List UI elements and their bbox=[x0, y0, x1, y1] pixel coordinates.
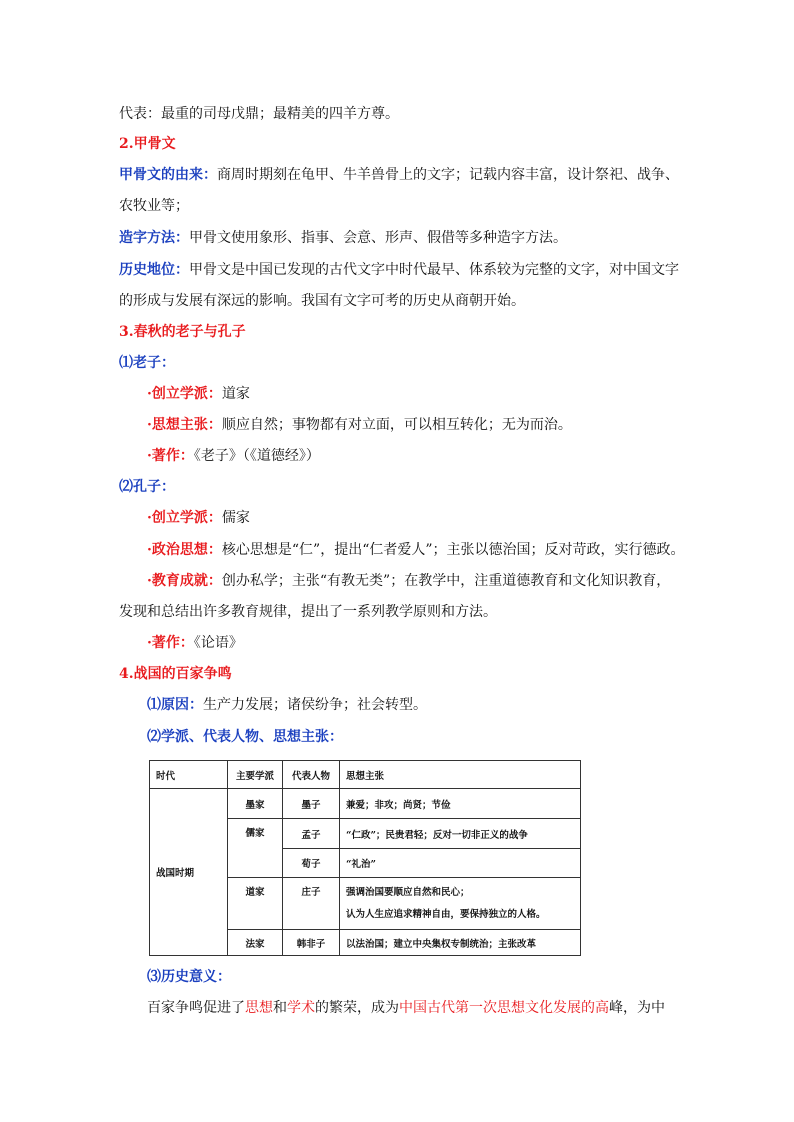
laozi-work-line bbox=[147, 446, 320, 466]
kongzi-school-line bbox=[147, 508, 250, 528]
sig-text-2: 和 bbox=[273, 1000, 287, 1016]
kongzi-politics-line bbox=[147, 540, 685, 560]
laozi-work-text: 《老子》（《道德经》） bbox=[193, 448, 320, 464]
sig-highlight-peak: 中国古代第一次思想文化发展的高 bbox=[399, 1000, 609, 1016]
significance-heading: ⑶历史意义： bbox=[147, 969, 231, 985]
sig-text-3: 的繁荣，成为 bbox=[315, 1000, 399, 1016]
kongzi-work-line bbox=[147, 633, 243, 653]
table-school-cell: 墨家 bbox=[228, 789, 283, 819]
kongzi-politics-label: ·政治思想： bbox=[147, 542, 222, 558]
sig-highlight-academic: 学术 bbox=[287, 1000, 315, 1016]
table-idea-cell bbox=[340, 878, 581, 930]
schools-heading: ⑵学派、代表人物、思想主张： bbox=[147, 729, 343, 745]
kongzi-edu-label: ·教育成就： bbox=[147, 573, 222, 589]
sig-text-1: 百家争鸣促进了 bbox=[147, 1000, 245, 1016]
table-idea-line-2: 认为人生应追求精神自由，要保持独立的人格。 bbox=[346, 908, 546, 920]
section-4-title: 4.战国的百家争鸣 bbox=[119, 666, 232, 682]
table-header-era: 时代 bbox=[150, 761, 228, 789]
schools-table bbox=[149, 760, 581, 956]
laozi-school-line bbox=[147, 384, 250, 404]
laozi-heading: ⑴老子： bbox=[119, 355, 175, 371]
table-person-cell: 墨子 bbox=[283, 789, 340, 819]
kongzi-work-text: 《论语》 bbox=[193, 635, 243, 651]
table-person-cell: 孟子 bbox=[283, 819, 340, 849]
oracle-status-label: 历史地位： bbox=[119, 262, 189, 278]
table-person-cell: 韩非子 bbox=[283, 930, 340, 956]
kongzi-school-label: ·创立学派： bbox=[147, 510, 222, 526]
reason-line bbox=[147, 695, 427, 715]
oracle-status-line-1 bbox=[119, 260, 679, 280]
kongzi-edu-text-1: 创办私学；主张“有教无类”；在教学中，注重道德教育和文化知识教育， bbox=[221, 573, 671, 589]
oracle-status-text-1: 甲骨文是中国已发现的古代文字中时代最早、体系较为完整的文字，对中国文字 bbox=[189, 262, 679, 278]
kongzi-work-label: ·著作： bbox=[147, 635, 194, 651]
table-person-cell: 庄子 bbox=[283, 878, 340, 930]
oracle-origin-text-1: 商周时期刻在龟甲、牛羊兽骨上的文字；记载内容丰富，设计祭祀、战争、 bbox=[217, 167, 679, 183]
table-person-cell: 荀子 bbox=[283, 849, 340, 878]
kongzi-heading: ⑵孔子： bbox=[119, 479, 175, 495]
section-2-title: 2.甲骨文 bbox=[119, 136, 176, 152]
kongzi-edu-line-1 bbox=[147, 571, 670, 591]
table-header-row bbox=[150, 761, 581, 789]
oracle-status-line-2: 的形成与发展有深远的影响。我国有文字可考的历史从商朝开始。 bbox=[119, 293, 525, 309]
sig-text-4: 峰，为中 bbox=[609, 1000, 665, 1016]
kongzi-edu-line-2: 发现和总结出许多教育规律，提出了一系列教学原则和方法。 bbox=[119, 604, 497, 620]
table-row bbox=[150, 789, 581, 819]
reason-text: 生产力发展；诸侯纷争；社会转型。 bbox=[203, 697, 427, 713]
table-era-cell: 战国时期 bbox=[150, 789, 228, 956]
oracle-method-label: 造字方法： bbox=[119, 230, 189, 246]
oracle-origin-line-2: 农牧业等； bbox=[119, 198, 189, 214]
reason-label: ⑴原因： bbox=[147, 697, 203, 713]
representative-line: 代表：最重的司母戊鼎；最精美的四羊方尊。 bbox=[119, 106, 399, 122]
significance-line bbox=[147, 998, 665, 1018]
laozi-school-label: ·创立学派： bbox=[147, 386, 222, 402]
section-3-title: 3.春秋的老子与孔子 bbox=[119, 324, 246, 340]
oracle-origin-label: 甲骨文的由来： bbox=[119, 167, 217, 183]
laozi-thought-text: 顺应自然；事物都有对立面，可以相互转化；无为而治。 bbox=[221, 417, 572, 433]
table-school-cell: 法家 bbox=[228, 930, 283, 956]
laozi-work-label: ·著作： bbox=[147, 448, 194, 464]
table-idea-line-1: 强调治国要顺应自然和民心； bbox=[346, 886, 470, 898]
oracle-method-line bbox=[119, 228, 567, 248]
table-header-person: 代表人物 bbox=[283, 761, 340, 789]
laozi-thought-line bbox=[147, 415, 572, 435]
table-header-school: 主要学派 bbox=[228, 761, 283, 789]
table-header-idea: 思想主张 bbox=[340, 761, 581, 789]
laozi-school-text: 道家 bbox=[221, 386, 250, 402]
sig-highlight-thought: 思想 bbox=[245, 1000, 273, 1016]
laozi-thought-label: ·思想主张： bbox=[147, 417, 222, 433]
table-idea-cell: 兼爱；非攻；尚贤；节俭 bbox=[340, 789, 581, 819]
table-school-cell: 道家 bbox=[228, 878, 283, 930]
oracle-origin-line-1 bbox=[119, 165, 679, 185]
table-idea-cell: 以法治国；建立中央集权专制统治；主张改革 bbox=[340, 930, 581, 956]
kongzi-school-text: 儒家 bbox=[221, 510, 250, 526]
table-idea-cell: “仁政”；民贵君轻；反对一切非正义的战争 bbox=[340, 819, 581, 849]
kongzi-politics-text: 核心思想是“仁”，提出“仁者爱人”；主张以德治国；反对苛政，实行德政。 bbox=[221, 542, 685, 558]
table-school-cell: 儒家 bbox=[228, 819, 283, 878]
table-idea-cell: “礼治” bbox=[340, 849, 581, 878]
oracle-method-text: 甲骨文使用象形、指事、会意、形声、假借等多种造字方法。 bbox=[189, 230, 567, 246]
